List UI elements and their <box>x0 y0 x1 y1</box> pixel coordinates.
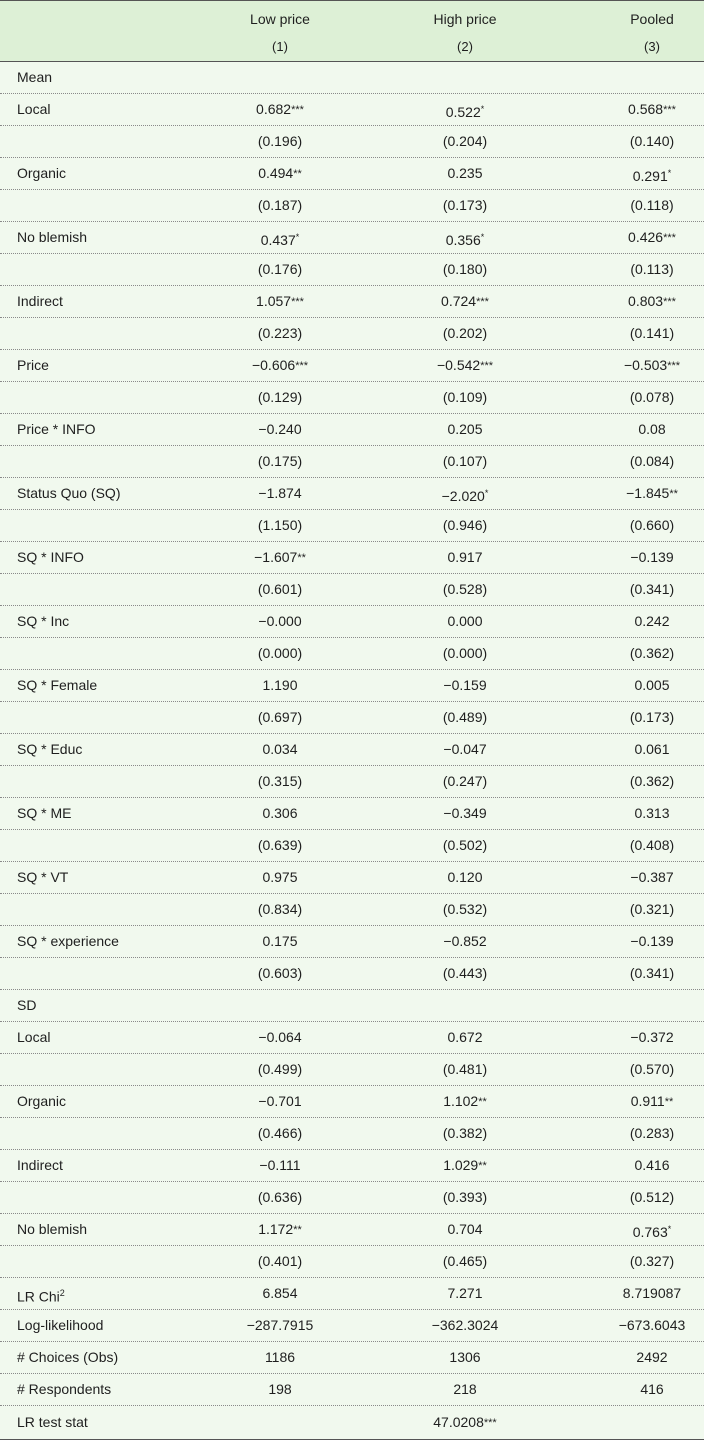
coef-cell <box>205 478 355 510</box>
se-cell: (0.321) <box>629 901 675 917</box>
se-cell: (1.150) <box>257 517 303 533</box>
se-cell: (0.315) <box>257 773 303 789</box>
section-label-mean: Mean <box>17 69 53 85</box>
coef-value: −0.139 <box>630 933 674 949</box>
section-label-sd: SD <box>17 997 37 1013</box>
se-row <box>0 318 704 350</box>
coef-cell <box>390 158 540 190</box>
stat-cell: 416 <box>640 1381 664 1397</box>
coef-cell <box>577 1150 704 1182</box>
coef-value: −0.159 <box>443 677 487 693</box>
coef-cell <box>390 286 540 318</box>
coef-cell <box>577 1214 704 1248</box>
coef-value: 0.911 <box>630 1093 665 1109</box>
se-cell: (0.834) <box>257 901 303 917</box>
coef-value: −0.349 <box>443 805 487 821</box>
coef-row <box>0 926 704 958</box>
significance-stars: *** <box>291 104 304 116</box>
coef-cell <box>205 734 355 766</box>
coef-value: 1.190 <box>262 677 298 693</box>
coef-cell <box>205 350 355 382</box>
se-cell: (0.118) <box>630 197 674 213</box>
coef-value: 0.975 <box>262 869 298 885</box>
se-cell: (0.327) <box>629 1253 675 1269</box>
coef-value: 0.061 <box>634 741 670 757</box>
se-cell: (0.532) <box>442 901 488 917</box>
row-label: SQ * Educ <box>17 741 83 757</box>
se-cell: (0.639) <box>257 837 303 853</box>
coef-cell <box>205 1022 355 1054</box>
row-label: SQ * ME <box>17 805 72 821</box>
coef-cell <box>390 478 540 512</box>
se-cell: (0.107) <box>442 453 488 469</box>
se-cell: (0.187) <box>257 197 303 213</box>
coef-cell <box>577 286 704 318</box>
coef-cell <box>205 94 355 126</box>
coef-value: 0.291 <box>632 168 668 184</box>
significance-stars: *** <box>663 104 676 116</box>
se-cell: (0.109) <box>442 389 488 405</box>
row-label: No blemish <box>17 229 88 245</box>
coef-value: −0.701 <box>258 1093 302 1109</box>
coef-value: 0.242 <box>634 613 670 629</box>
coef-cell <box>390 1086 540 1118</box>
se-cell: (0.223) <box>257 325 303 341</box>
stat-cell: 7.271 <box>447 1285 483 1301</box>
significance-stars: ** <box>478 1160 487 1172</box>
significance-stars: *** <box>480 360 494 372</box>
row-label: Indirect <box>17 1157 63 1173</box>
se-row <box>0 894 704 926</box>
coef-cell <box>390 1022 540 1054</box>
coef-cell <box>390 542 540 574</box>
se-cell: (0.000) <box>442 645 488 661</box>
section-row-sd <box>0 990 704 1022</box>
coef-cell <box>390 670 540 702</box>
se-row <box>0 574 704 606</box>
coef-value: 0.803 <box>628 293 664 309</box>
coef-row <box>0 862 704 894</box>
coef-row <box>0 606 704 638</box>
se-cell: (0.113) <box>630 261 674 277</box>
row-label: Organic <box>17 1093 67 1109</box>
significance-stars: * <box>295 232 300 242</box>
se-cell: (0.202) <box>442 325 488 341</box>
coef-row <box>0 1150 704 1182</box>
se-cell: (0.502) <box>442 837 488 853</box>
coef-cell <box>577 606 704 638</box>
stat-row-lr-test <box>0 1406 704 1440</box>
coef-value: −0.852 <box>443 933 487 949</box>
row-label: No blemish <box>17 1221 88 1237</box>
coef-value: 0.494 <box>258 165 294 181</box>
row-label: SQ * experience <box>17 933 119 949</box>
se-cell: (0.466) <box>257 1125 303 1141</box>
se-row <box>0 382 704 414</box>
col-header-low-price: Low price <box>250 11 310 27</box>
coef-value: −1.874 <box>258 485 302 501</box>
coef-value: −0.503 <box>623 357 668 373</box>
coef-cell <box>205 670 355 702</box>
coef-cell <box>205 1086 355 1118</box>
row-label: SQ * Female <box>17 677 98 693</box>
stat-row-choices <box>0 1342 704 1374</box>
se-cell: (0.499) <box>257 1061 303 1077</box>
coef-value: −1.845 <box>626 485 670 501</box>
coef-row <box>0 94 704 126</box>
se-cell: (0.636) <box>257 1189 303 1205</box>
row-label: SQ * VT <box>17 869 69 885</box>
significance-stars: *** <box>483 1417 497 1429</box>
coef-value: 0.437 <box>260 232 296 248</box>
coef-cell <box>577 734 704 766</box>
coef-value: 0.034 <box>262 741 298 757</box>
se-cell: (0.341) <box>629 581 675 597</box>
coef-cell <box>390 350 540 382</box>
coef-value: 0.568 <box>628 101 664 117</box>
row-label: Price <box>17 357 49 373</box>
coef-value: 1.102 <box>443 1093 479 1109</box>
significance-stars: ** <box>478 1096 487 1108</box>
col-header-high-price: High price <box>433 11 497 27</box>
coef-cell <box>577 414 704 446</box>
coef-value: 0.175 <box>262 933 298 949</box>
coef-value: −0.064 <box>258 1029 302 1045</box>
se-cell: (0.283) <box>629 1125 675 1141</box>
col-header-pooled: Pooled <box>630 11 674 27</box>
row-label: Organic <box>17 165 67 181</box>
coef-value: −0.139 <box>630 549 674 565</box>
coef-cell <box>577 350 704 382</box>
coef-value: 0.917 <box>447 549 483 565</box>
lr-chi-superscript: 2 <box>59 1288 65 1298</box>
coef-value: 1.029 <box>443 1157 479 1173</box>
se-row <box>0 958 704 990</box>
coef-cell <box>205 286 355 318</box>
significance-stars: ** <box>293 1224 302 1236</box>
se-cell: (0.078) <box>629 389 675 405</box>
stat-cell <box>390 1406 540 1440</box>
mean-section <box>0 94 704 990</box>
significance-stars: ** <box>669 488 678 500</box>
se-cell: (0.401) <box>257 1253 303 1269</box>
se-cell: (0.382) <box>442 1125 488 1141</box>
stat-cell: 1186 <box>264 1349 296 1365</box>
coef-cell <box>205 606 355 638</box>
se-cell: (0.660) <box>629 517 675 533</box>
coef-value: 0.724 <box>441 293 477 309</box>
se-row <box>0 1182 704 1214</box>
significance-stars: * <box>667 1224 672 1234</box>
coef-row <box>0 286 704 318</box>
significance-stars: ** <box>664 1096 674 1108</box>
se-cell: (0.601) <box>257 581 303 597</box>
coef-cell <box>205 414 355 446</box>
coef-value: 0.672 <box>447 1029 483 1045</box>
se-cell: (0.000) <box>257 645 303 661</box>
coef-cell <box>577 1086 704 1118</box>
coef-cell <box>390 1214 540 1246</box>
se-cell: (0.204) <box>442 133 488 149</box>
se-cell: (0.465) <box>442 1253 488 1269</box>
coef-value: 0.08 <box>638 421 666 437</box>
se-cell: (0.173) <box>442 197 488 213</box>
se-cell: (0.196) <box>257 133 303 149</box>
coef-cell <box>390 862 540 894</box>
coef-row <box>0 1214 704 1246</box>
se-row <box>0 638 704 670</box>
coef-cell <box>390 926 540 958</box>
coef-value: 0.000 <box>447 613 483 629</box>
se-cell: (0.140) <box>629 133 675 149</box>
coef-row <box>0 350 704 382</box>
se-cell: (0.697) <box>257 709 303 725</box>
row-label: SQ * Inc <box>17 613 70 629</box>
row-label: SQ * INFO <box>17 549 84 565</box>
se-row <box>0 1246 704 1278</box>
se-cell: (0.528) <box>442 581 488 597</box>
coef-cell <box>577 926 704 958</box>
coef-cell <box>390 1150 540 1182</box>
coef-row <box>0 1086 704 1118</box>
coef-row <box>0 222 704 254</box>
section-row-mean <box>0 62 704 94</box>
stat-cell: −673.6043 <box>618 1317 686 1333</box>
se-row <box>0 1054 704 1086</box>
col-number-1: (1) <box>272 39 288 54</box>
coef-cell <box>205 862 355 894</box>
significance-stars: * <box>480 104 485 114</box>
se-cell: (0.176) <box>257 261 303 277</box>
table-header <box>0 0 704 62</box>
coef-row <box>0 798 704 830</box>
coef-cell <box>205 926 355 958</box>
coef-value: 0.356 <box>445 232 481 248</box>
coef-cell <box>577 478 704 510</box>
coef-cell <box>205 158 355 190</box>
se-row <box>0 510 704 542</box>
coef-cell <box>390 798 540 830</box>
coef-cell <box>205 542 355 574</box>
stat-label: # Respondents <box>17 1381 112 1397</box>
significance-stars: *** <box>295 360 309 372</box>
coef-cell <box>205 222 355 256</box>
coef-cell <box>205 1214 355 1246</box>
significance-stars: *** <box>663 232 676 244</box>
stat-row-log-likelihood <box>0 1310 704 1342</box>
col-number-3: (3) <box>644 39 660 54</box>
coef-cell <box>390 734 540 766</box>
coef-cell <box>390 222 540 256</box>
stat-cell: −287.7915 <box>246 1317 314 1333</box>
stat-cell: 1306 <box>449 1349 481 1365</box>
se-cell: (0.408) <box>629 837 675 853</box>
se-cell: (0.393) <box>442 1189 488 1205</box>
se-cell: (0.570) <box>629 1061 675 1077</box>
row-label: Indirect <box>17 293 63 309</box>
coef-row <box>0 542 704 574</box>
coef-value: 0.313 <box>634 805 670 821</box>
se-row <box>0 766 704 798</box>
coef-value: 0.682 <box>256 101 292 117</box>
significance-stars: ** <box>293 168 302 180</box>
coef-value: −0.606 <box>251 357 296 373</box>
coef-value: 0.704 <box>447 1221 483 1237</box>
significance-stars: *** <box>291 296 304 308</box>
coef-row <box>0 414 704 446</box>
coef-value: 0.416 <box>634 1157 670 1173</box>
coef-row <box>0 1022 704 1054</box>
coef-value: −0.387 <box>630 869 674 885</box>
lr-chi-label: LR Chi <box>17 1288 60 1305</box>
coef-row <box>0 670 704 702</box>
se-row <box>0 1118 704 1150</box>
coef-cell <box>577 798 704 830</box>
stat-label: # Choices (Obs) <box>17 1349 119 1365</box>
se-cell: (0.946) <box>442 517 488 533</box>
significance-stars: ** <box>297 552 306 564</box>
coef-row <box>0 158 704 190</box>
coef-value: −2.020 <box>441 488 485 504</box>
coef-cell <box>205 798 355 830</box>
se-row <box>0 126 704 158</box>
stat-cell: 6.854 <box>262 1285 298 1301</box>
coef-cell <box>577 158 704 192</box>
coef-value: 0.306 <box>262 805 298 821</box>
coef-cell <box>390 414 540 446</box>
coef-cell <box>390 94 540 128</box>
se-cell: (0.173) <box>629 709 675 725</box>
coef-row <box>0 478 704 510</box>
col-number-2: (2) <box>457 39 473 54</box>
se-cell: (0.362) <box>629 773 675 789</box>
stat-label: LR test stat <box>17 1414 88 1430</box>
coef-cell <box>577 542 704 574</box>
coef-cell <box>390 606 540 638</box>
row-label: Local <box>17 101 51 117</box>
coef-cell <box>577 670 704 702</box>
coef-value: −0.000 <box>258 613 302 629</box>
stat-cell: −362.3024 <box>431 1317 499 1333</box>
se-row <box>0 830 704 862</box>
significance-stars: * <box>667 168 672 178</box>
coef-value: 0.235 <box>447 165 483 181</box>
coef-value: −0.240 <box>258 421 302 437</box>
se-cell: (0.141) <box>629 325 675 341</box>
significance-stars: * <box>484 488 489 498</box>
stat-cell: 2492 <box>636 1349 668 1365</box>
lr-test-value: 47.0208 <box>433 1414 484 1430</box>
coef-cell <box>205 1150 355 1182</box>
se-cell: (0.362) <box>629 645 675 661</box>
stat-row-lr-chi <box>0 1278 704 1310</box>
significance-stars: *** <box>476 296 489 308</box>
se-cell: (0.247) <box>442 773 488 789</box>
stat-cell: 8.719087 <box>622 1285 682 1301</box>
sd-section <box>0 1022 704 1278</box>
coef-cell <box>577 1022 704 1054</box>
row-label: Status Quo (SQ) <box>17 485 121 501</box>
coef-value: −1.607 <box>254 549 298 565</box>
se-cell: (0.443) <box>442 965 488 981</box>
se-cell: (0.129) <box>257 389 303 405</box>
coef-value: 0.205 <box>447 421 483 437</box>
se-cell: (0.603) <box>257 965 303 981</box>
significance-stars: *** <box>667 360 681 372</box>
significance-stars: * <box>480 232 485 242</box>
coef-value: 0.005 <box>634 677 670 693</box>
coef-row <box>0 734 704 766</box>
se-row <box>0 446 704 478</box>
stat-cell: 198 <box>268 1381 292 1397</box>
stat-label <box>17 1278 65 1313</box>
se-cell: (0.481) <box>442 1061 488 1077</box>
coef-value: −0.542 <box>436 357 481 373</box>
se-row <box>0 190 704 222</box>
coef-value: 0.120 <box>447 869 483 885</box>
coef-value: −0.047 <box>443 741 487 757</box>
coef-cell <box>577 94 704 126</box>
se-cell: (0.512) <box>629 1189 675 1205</box>
coef-value: 0.763 <box>632 1224 668 1240</box>
stat-cell: 218 <box>453 1381 477 1397</box>
se-cell: (0.175) <box>257 453 303 469</box>
se-row <box>0 254 704 286</box>
row-label: Price * INFO <box>17 421 96 437</box>
coef-value: 1.172 <box>258 1221 294 1237</box>
coef-cell <box>577 862 704 894</box>
row-label: Local <box>17 1029 51 1045</box>
coef-value: −0.372 <box>630 1029 674 1045</box>
se-cell: (0.084) <box>629 453 675 469</box>
significance-stars: *** <box>663 296 676 308</box>
coef-cell <box>577 222 704 254</box>
coef-value: 1.057 <box>256 293 292 309</box>
stat-row-respondents <box>0 1374 704 1406</box>
se-cell: (0.341) <box>629 965 675 981</box>
se-cell: (0.489) <box>442 709 488 725</box>
se-row <box>0 702 704 734</box>
coef-value: −0.111 <box>259 1157 301 1173</box>
coef-value: 0.522 <box>445 104 481 120</box>
se-cell: (0.180) <box>442 261 488 277</box>
stat-label: Log-likelihood <box>17 1317 104 1333</box>
coef-value: 0.426 <box>628 229 664 245</box>
